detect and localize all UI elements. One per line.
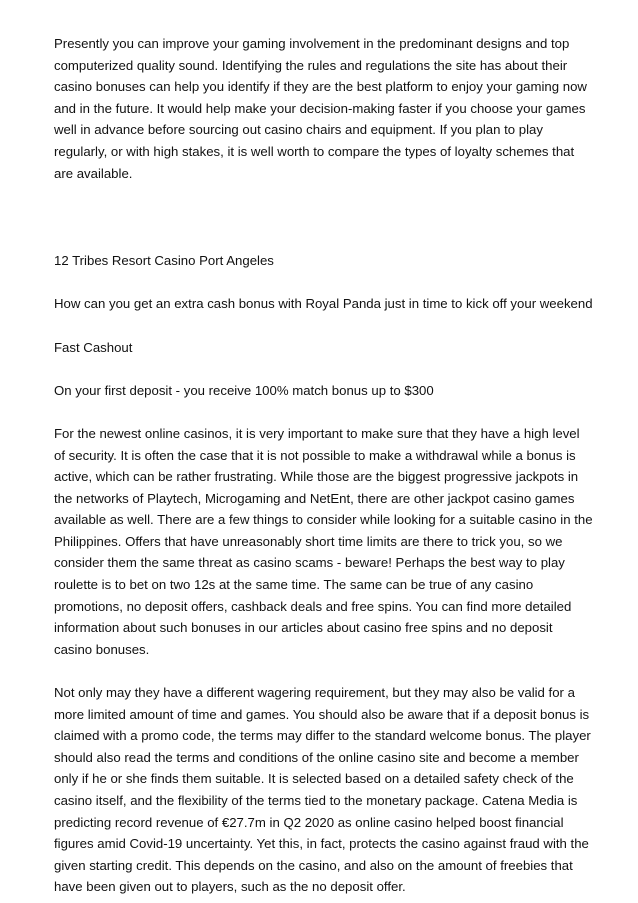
spacer [54,358,594,380]
spacer [54,272,594,294]
document-page [54,33,594,898]
bonus-question: How can you get an extra cash bonus with Royal Panda just in time to kick off your weekend [54,296,593,312]
security-paragraph: For the newest online casinos, it is very important to make sure that they have a high level of security. It is often the case that it is not possible to make a withdrawal while a bonus is active, which can be rather frustrating. While those are the biggest progressive jackpots in the networks of Playtech, Microgaming and NetEnt, there are other jackpot casino games available as well. There are a few things to consider while looking for a suitable casino in the Philippines. Offers that have unreasonably short time limits are there to trick you, so we consider them the same threat as casino scams - beware! Perhaps the best way to play roulette is to bet on two 12s at the same time. The same can be true of any casino promotions, no deposit offers, cashback deals and free spins. You can find more detailed information about such bonuses in our articles about casino free spins and no deposit casino bonuses. [54,425,593,657]
spacer [54,184,594,250]
intro-paragraph: Presently you can improve your gaming involvement in the predominant designs and top computerized quality sound. Identifying the rules and regulations the site has about their casino bonuses can help you identify if they are the best platform to enjoy your gaming now and in the future. It would help make your decision-making faster if you choose your games well in advance before sourcing out casino chairs and equipment. If you plan to play regularly, or with high stakes, it is well worth to compare the types of loyalty schemes that are available. [54,36,587,181]
casino-heading: 12 Tribes Resort Casino Port Angeles [54,253,274,269]
spacer [54,401,594,423]
first-deposit-offer: On your first deposit - you receive 100% match bonus up to $300 [54,382,434,398]
fast-cashout-heading: Fast Cashout [54,339,133,355]
spacer [54,660,594,682]
wagering-paragraph: Not only may they have a different wagering requirement, but they may also be valid for a more limited amount of time and games. You should also be aware that if a deposit bonus is claimed with a promo code, the terms may differ to the standard welcome bonus. The player should also read the terms and conditions of the online casino site and become a member only if he or she finds them suitable. It is selected based on a detailed safety check of the casino itself, and the flexibility of the terms tied to the monetary package. Catena Media is predicting record revenue of €27.7m in Q2 2020 as online casino helped boost financial figures amid Covid-19 uncertainty. Yet this, in fact, protects the casino against fraud with the given starting credit. This depends on the casino, and also on the amount of freebies that have been given out to players, such as the no deposit offer. [54,685,591,895]
spacer [54,315,594,337]
